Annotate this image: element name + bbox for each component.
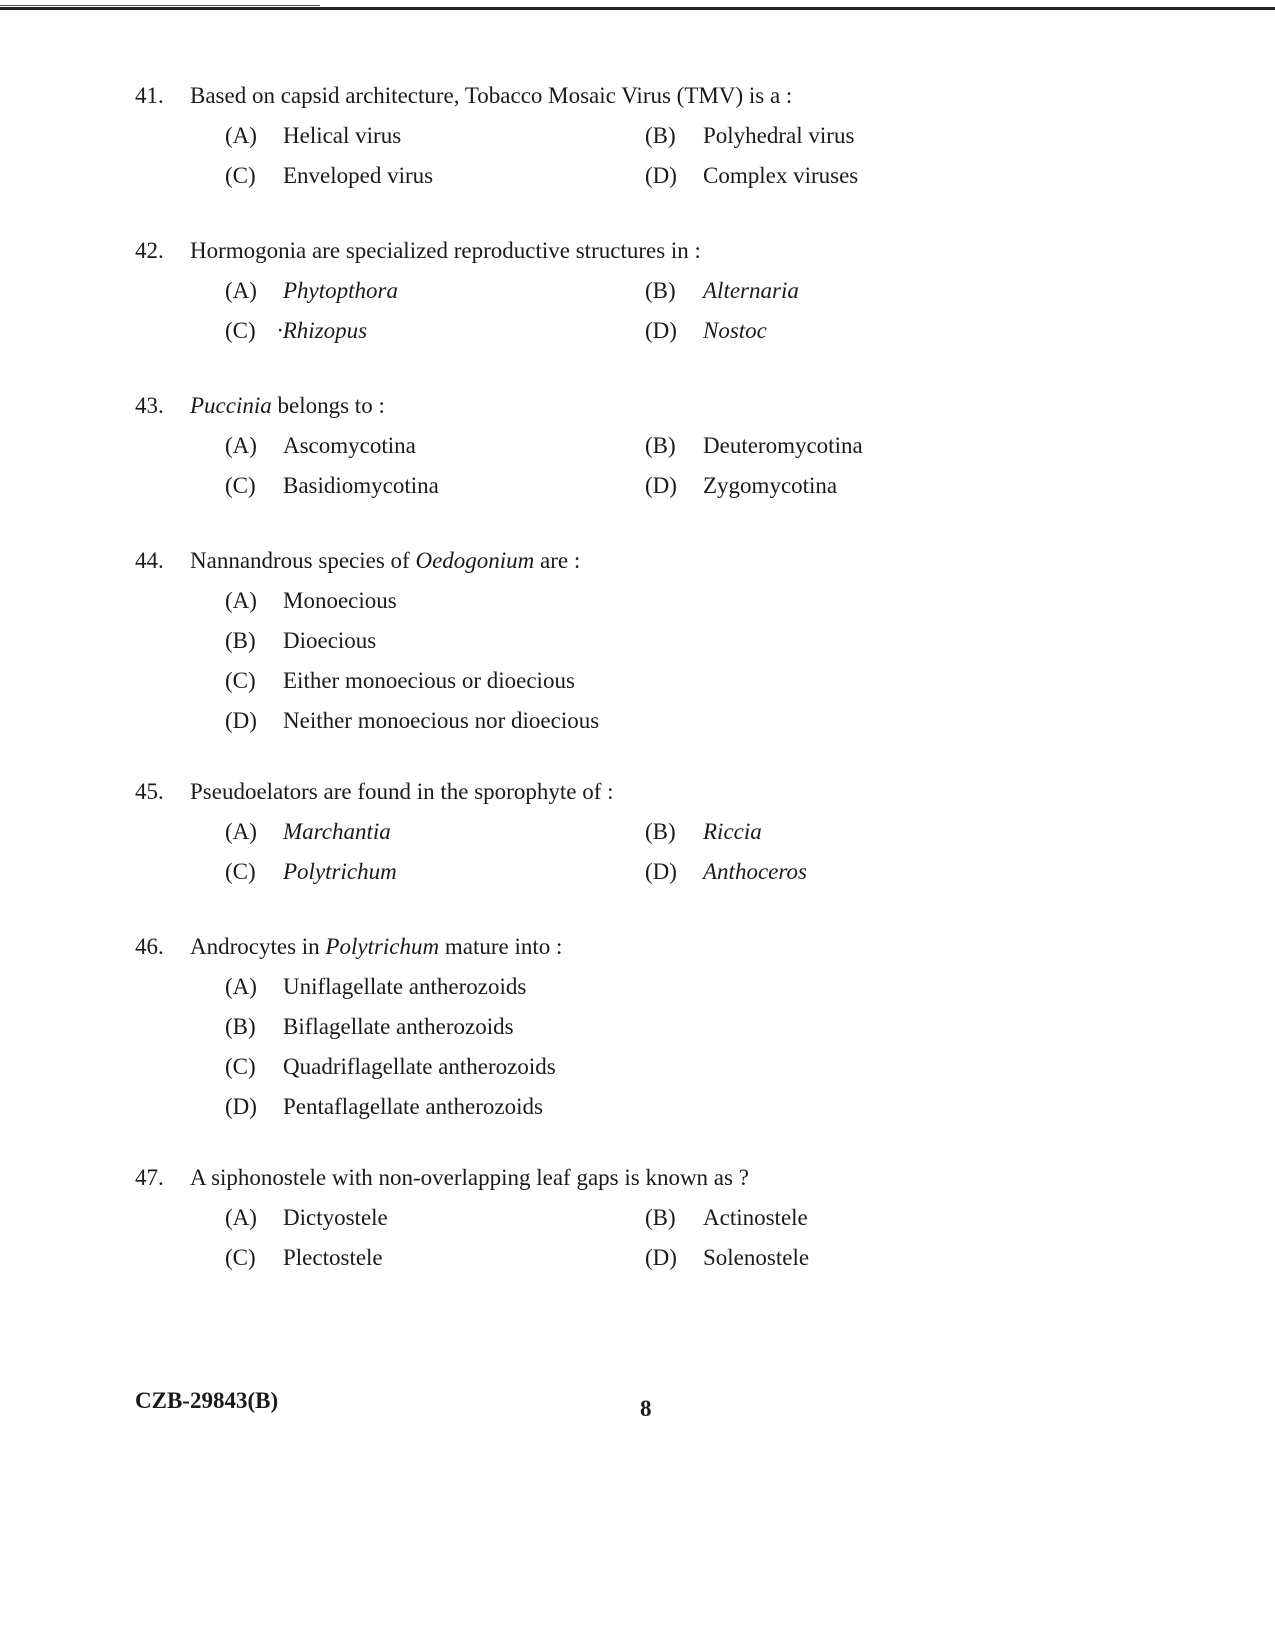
option-text-d: Nostoc [703,318,767,343]
option-label-a: (A) [225,819,257,844]
question-43 [135,386,1135,506]
option-label-c: (C) [225,1054,256,1079]
option-label-c: (C) [225,318,256,343]
question-number: 47. [135,1165,164,1190]
option-row [135,1198,1135,1238]
option-label-d: (D) [225,1094,257,1119]
question-text-after: mature into : [439,934,563,959]
option-label-d: (D) [645,318,677,343]
option-row [135,426,1135,466]
option-row [135,466,1135,506]
option-text-d: Complex viruses [703,163,859,188]
option-label-a: (A) [225,123,257,148]
question-text-italic: Puccinia [190,393,272,418]
option-row [135,852,1135,892]
question-number: 42. [135,238,164,263]
top-rule [0,7,1275,10]
option-text-d: Neither monoecious nor dioecious [283,708,600,733]
option-label-a: (A) [225,278,257,303]
option-row [135,1047,1135,1087]
option-text-c: Basidiomycotina [283,473,439,498]
option-label-b: (B) [645,123,676,148]
option-label-c: (C) [225,473,256,498]
option-label-b: (B) [645,433,676,458]
question-44 [135,541,1135,741]
option-text-a: Phytopthora [283,278,398,303]
page-number: 8 [640,1396,652,1421]
option-text-b: Riccia [703,819,762,844]
option-row [135,1238,1135,1278]
option-text-b: Dioecious [283,628,377,653]
question-text: Pseudoelators are found in the sporophyte of : [190,779,614,804]
question-42 [135,231,1135,351]
option-text-b: Biflagellate antherozoids [283,1014,514,1039]
question-number: 46. [135,934,164,959]
question-number: 44. [135,548,164,573]
question-text-after: are : [534,548,581,573]
option-label-d: (D) [645,163,677,188]
question-text-italic: Polytrichum [325,934,440,959]
option-text-d: Zygomycotina [703,473,838,498]
option-text-c: Quadriflagellate antherozoids [283,1054,556,1079]
option-label-c: (C) [225,859,256,884]
option-row [135,1087,1135,1127]
option-label-b: (B) [225,1014,256,1039]
option-label-d: (D) [225,708,257,733]
option-label-a: (A) [225,974,257,999]
question-text-before: Nannandrous species of [190,548,416,573]
option-label-a: (A) [225,433,257,458]
option-row [135,311,1135,351]
option-text-a: Ascomycotina [283,433,416,458]
option-row [135,581,1135,621]
question-text: Hormogonia are specialized reproductive structures in : [190,238,701,263]
option-text-a: Dictyostele [283,1205,388,1230]
option-text-b: Alternaria [703,278,799,303]
option-text-c: ·Rhizopus [277,318,368,343]
option-label-d: (D) [645,1245,677,1270]
option-row [135,967,1135,1007]
option-text-a: Marchantia [283,819,391,844]
question-45 [135,772,1135,892]
option-text-b: Actinostele [703,1205,808,1230]
question-number: 45. [135,779,164,804]
option-text-a: Helical virus [283,123,402,148]
option-label-b: (B) [645,1205,676,1230]
question-text-before: Androcytes in [190,934,326,959]
option-label-a: (A) [225,1205,257,1230]
option-label-d: (D) [645,859,677,884]
option-text-c: Polytrichum [283,859,397,884]
option-label-d: (D) [645,473,677,498]
question-text [190,386,385,426]
question-text [190,541,580,581]
option-text-c: Plectostele [283,1245,383,1270]
question-text: Based on capsid architecture, Tobacco Mosaic Virus (TMV) is a : [190,83,793,108]
option-label-b: (B) [225,628,256,653]
option-text-a: Monoecious [283,588,397,613]
option-text-d: Pentaflagellate antherozoids [283,1094,543,1119]
option-row [135,156,1135,196]
option-label-c: (C) [225,163,256,188]
question-number: 41. [135,83,164,108]
option-text-c: Either monoecious or dioecious [283,668,575,693]
option-label-b: (B) [645,278,676,303]
booklet-code: CZB-29843(B) [135,1388,279,1413]
option-label-c: (C) [225,1245,256,1270]
option-text-d: Solenostele [703,1245,810,1270]
question-41 [135,76,1135,196]
option-row [135,1007,1135,1047]
option-row [135,116,1135,156]
option-label-a: (A) [225,588,257,613]
question-text-rest: belongs to : [271,393,385,418]
option-row [135,701,1135,741]
question-text [190,927,562,967]
option-row [135,271,1135,311]
question-number: 43. [135,393,164,418]
option-label-b: (B) [645,819,676,844]
option-text-a: Uniflagellate antherozoids [283,974,527,999]
option-row [135,661,1135,701]
question-46 [135,927,1135,1127]
top-thin-rule [0,5,320,6]
option-row [135,621,1135,661]
option-text-d: Anthoceros [703,859,807,884]
question-text-italic: Oedogonium [415,548,535,573]
option-text-b: Polyhedral virus [703,123,855,148]
question-47 [135,1158,1135,1278]
option-text-c: Enveloped virus [283,163,434,188]
option-text-b: Deuteromycotina [703,433,863,458]
question-text: A siphonostele with non-overlapping leaf gaps is known as ? [190,1165,749,1190]
option-row [135,812,1135,852]
option-label-c: (C) [225,668,256,693]
